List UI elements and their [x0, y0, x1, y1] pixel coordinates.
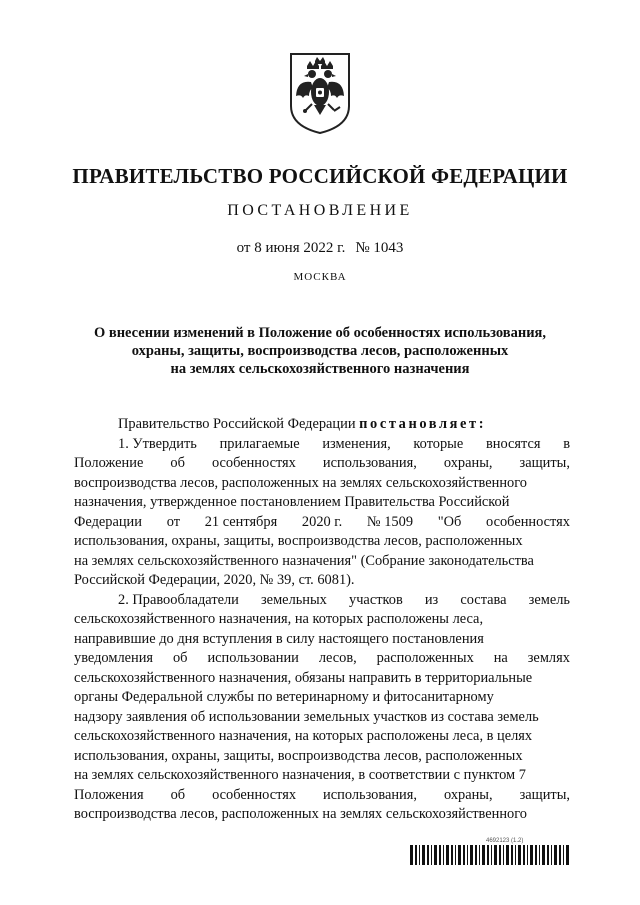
word: охраны,	[443, 455, 493, 471]
document-city: МОСКВА	[293, 271, 347, 283]
document-heading	[60, 324, 580, 378]
text-line: использования, охраны, защиты, воспроизводства лесов, расположенных	[74, 747, 523, 764]
text-line	[74, 649, 570, 669]
word: об	[170, 786, 186, 803]
text-line: сельскохозяйственного назначения, на которых расположены леса,	[74, 611, 484, 627]
text-line: назначения, утвержденное постановлением Правительства Российской	[74, 494, 510, 510]
word: из	[424, 591, 439, 608]
barcode-icon	[410, 845, 572, 865]
preamble	[74, 415, 570, 435]
word: об	[172, 650, 188, 666]
document-type: ПОСТАНОВЛЕНИЕ	[227, 202, 413, 219]
text-line: на землях сельскохозяйственного назначения" (Собрание законодательства	[74, 552, 534, 569]
document-date-number	[0, 240, 640, 257]
word: землях	[527, 650, 570, 666]
text-line: воспроизводства лесов, расположенных на землях сельскохозяйственного	[74, 806, 527, 822]
word: в	[563, 435, 570, 452]
text-line: на землях сельскохозяйственного назначения, в соответствии с пунктом 7	[74, 767, 526, 783]
word: лесов,	[318, 650, 357, 666]
coat-of-arms-icon	[287, 50, 353, 136]
text-line: воспроизводства лесов, расположенных на землях сельскохозяйственного	[74, 474, 527, 491]
text-line	[74, 591, 570, 611]
word: 2. Правообладатели	[118, 591, 239, 608]
text-line	[74, 435, 570, 455]
word: земельных	[261, 591, 327, 608]
text-line	[74, 454, 570, 474]
word: особенностях	[486, 513, 570, 530]
word: которые	[413, 435, 464, 452]
text-line: направившие до дня вступления в силу настоящего постановления	[74, 630, 484, 647]
word: 2020 г.	[301, 513, 343, 530]
text-line	[74, 513, 570, 533]
word: "Об	[437, 513, 462, 530]
word: использования,	[323, 786, 417, 803]
word: участков	[349, 591, 403, 608]
text-line: сельскохозяйственного назначения, обязаны направить в территориальные	[74, 669, 533, 686]
word: № 1509	[366, 513, 414, 530]
word: прилагаемые	[219, 435, 300, 452]
word: состава	[460, 591, 507, 608]
text-line	[74, 786, 570, 806]
heading-line: охраны, защиты, воспроизводства лесов, расположенных	[131, 343, 509, 359]
document-body	[74, 415, 570, 825]
word: Положение	[74, 455, 144, 471]
word: охраны,	[443, 786, 493, 803]
paragraph-1	[74, 435, 570, 591]
word: Федерации	[74, 513, 142, 530]
preamble-text: Правительство Российской Федерации	[118, 416, 356, 432]
word: расположенных	[376, 650, 474, 666]
document-code: 4692123 (1.2)	[486, 838, 524, 844]
government-title: ПРАВИТЕЛЬСТВО РОССИЙСКОЙ ФЕДЕРАЦИИ	[72, 164, 568, 188]
document-number: № 1043	[355, 240, 404, 256]
word: защиты,	[519, 786, 570, 803]
text-line: использования, охраны, защиты, воспроизводства лесов, расположенных	[74, 533, 523, 549]
word: 21 сентября	[204, 513, 278, 530]
word: земель	[528, 591, 570, 608]
heading-line: О внесении изменений в Положение об особенностях использования,	[93, 325, 547, 341]
text-line: надзору заявления об использовании земельных участков из состава земель	[74, 708, 539, 725]
word: 1. Утвердить	[118, 435, 197, 452]
word: от	[166, 513, 180, 530]
word: об	[170, 455, 185, 471]
text-line: органы Федеральной службы по ветеринарному и фитосанитарному	[74, 689, 494, 705]
heading-line: на землях сельскохозяйственного назначения	[170, 361, 470, 377]
document-date: от 8 июня 2022 г.	[236, 240, 346, 256]
word: на	[493, 650, 508, 666]
text-line: Российской Федерации, 2020, № 39, ст. 6081).	[74, 572, 355, 588]
word: изменения,	[322, 435, 391, 452]
word: использовании	[207, 650, 299, 666]
text-line: сельскохозяйственного назначения, на которых расположены леса, в целях	[74, 728, 533, 744]
word: использования,	[322, 455, 417, 471]
paragraph-2	[74, 591, 570, 825]
word: Положения	[74, 786, 144, 803]
word: уведомления	[74, 650, 154, 666]
word: защиты,	[519, 455, 570, 471]
word: вносятся	[485, 435, 541, 452]
word: особенностях	[212, 786, 297, 803]
word: особенностях	[211, 455, 296, 471]
preamble-verb: постановляет:	[359, 416, 487, 432]
